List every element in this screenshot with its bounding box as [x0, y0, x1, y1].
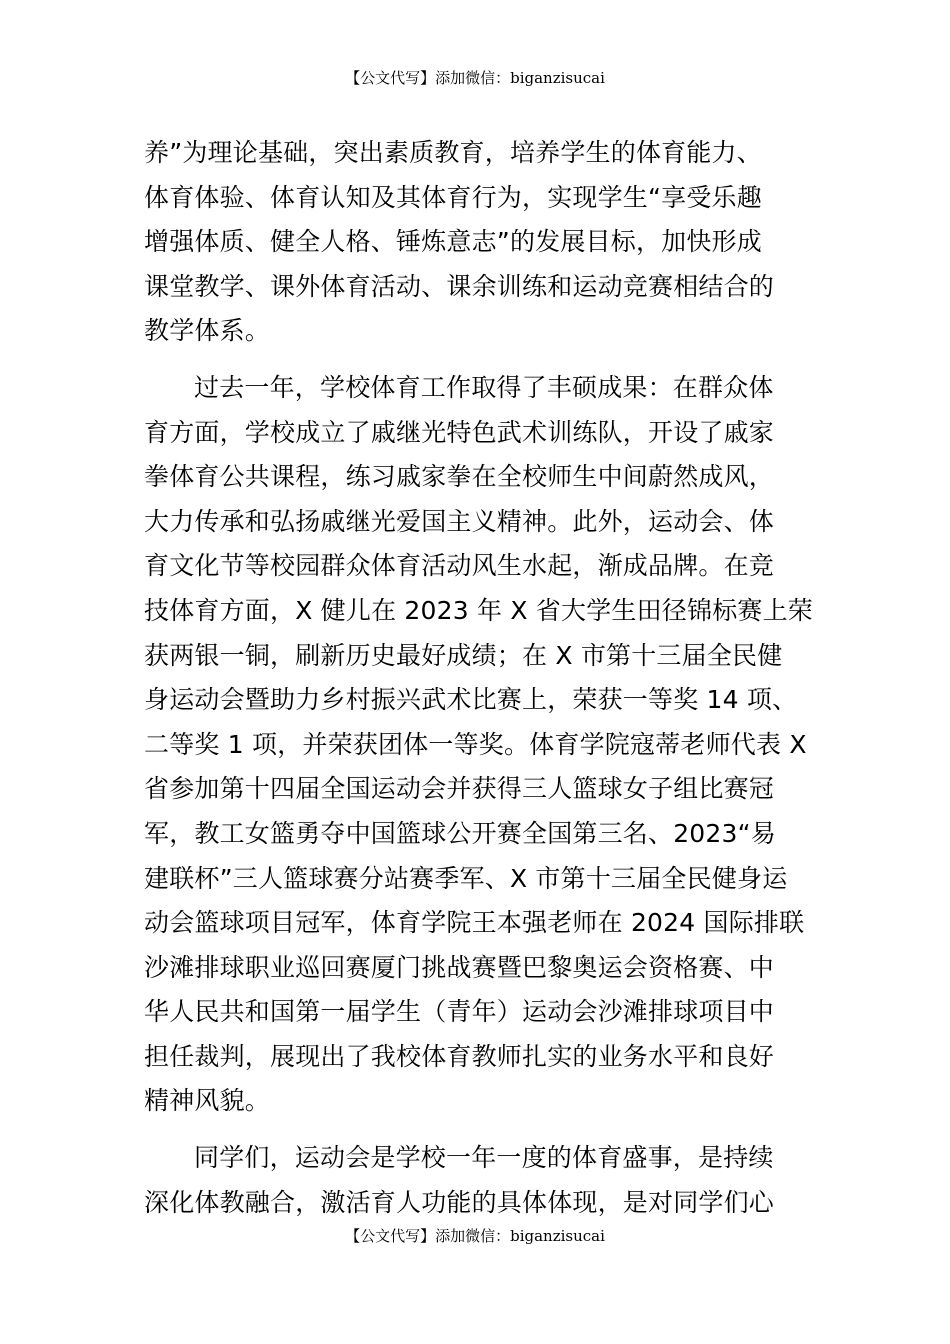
paragraph-2	[144, 366, 814, 1124]
text-line: 省参加第十四届全国运动会并获得三人篮球女子组比赛冠	[144, 774, 775, 804]
text-line: 增强体质、健全人格、锤炼意志”的发展目标，加快形成	[144, 227, 762, 257]
text-line: 拳体育公共课程，练习戚家拳在全校师生中间蔚然成风，	[144, 462, 775, 492]
text-line: 过去一年，学校体育工作取得了丰硕成果：在群众体	[194, 372, 774, 402]
text-line: 获两银一铜，刷新历史最好成绩；在 X 市第十三届全民健	[144, 640, 783, 670]
text-line: 军，教工女篮勇夺中国篮球公开赛全国第三名、2023“易	[144, 818, 776, 848]
document-body	[144, 131, 814, 1237]
text-line: 二等奖 1 项，并荣获团体一等奖。体育学院寇蒂老师代表 X	[144, 729, 807, 759]
text-line: 同学们，运动会是学校一年一度的体育盛事，是持续	[194, 1143, 774, 1173]
text-line: 担任裁判，展现出了我校体育教师扎实的业务水平和良好	[144, 1041, 775, 1071]
text-line: 精神风貌。	[144, 1086, 271, 1116]
page-header: 【公文代写】添加微信：biganzisucai	[345, 69, 605, 87]
text-line: 动会篮球项目冠军，体育学院王本强老师在 2024 国际排联	[144, 908, 805, 938]
text-line: 身运动会暨助力乡村振兴武术比赛上，荣获一等奖 14 项、	[144, 685, 798, 715]
text-line: 华人民共和国第一届学生（青年）运动会沙滩排球项目中	[144, 997, 775, 1027]
text-line: 深化体教融合，激活育人功能的具体体现，是对同学们心	[144, 1187, 775, 1217]
page-footer: 【公文代写】添加微信：biganzisucai	[345, 1227, 605, 1245]
paragraph-1	[144, 131, 808, 354]
text-line: 大力传承和弘扬戚继光爱国主义精神。此外，运动会、体	[144, 506, 775, 536]
text-line: 课堂教学、课外体育活动、课余训练和运动竞赛相结合的	[144, 271, 775, 301]
text-line: 沙滩排球职业巡回赛厦门挑战赛暨巴黎奥运会资格赛、中	[144, 952, 775, 982]
text-line: 技体育方面，X 健儿在 2023 年 X 省大学生田径锦标赛上荣	[144, 595, 814, 625]
paragraph-3	[144, 1136, 808, 1225]
text-line: 养”为理论基础，突出素质教育，培养学生的体育能力、	[144, 138, 762, 167]
text-line: 育方面，学校成立了戚继光特色武术训练队，开设了戚家	[144, 417, 775, 447]
text-line: 教学体系。	[144, 316, 271, 346]
text-line: 体育体验、体育认知及其体育行为，实现学生“享受乐趣	[144, 182, 762, 212]
text-line: 建联杯”三人篮球赛分站赛季军、X 市第十三届全民健身运	[144, 863, 788, 893]
text-line: 育文化节等校园群众体育活动风生水起，渐成品牌。在竞	[144, 551, 775, 581]
